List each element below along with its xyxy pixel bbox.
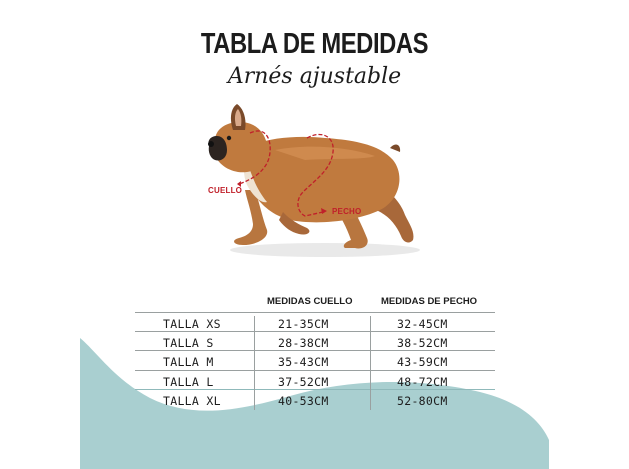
table-row <box>135 331 495 352</box>
neck-measure-label: CUELLO <box>208 186 243 195</box>
table-row <box>135 370 495 391</box>
chest-cell: 48-72CM <box>397 375 448 389</box>
neck-cell: 28-38CM <box>278 336 329 350</box>
chest-cell: 52-80CM <box>397 394 448 408</box>
size-cell: TALLA XL <box>163 394 221 408</box>
column-header-neck: MEDIDAS CUELLO <box>267 296 353 307</box>
chest-cell: 43-59CM <box>397 355 448 369</box>
size-cell: TALLA M <box>163 355 214 369</box>
page-title: TABLA DE MEDIDAS <box>200 28 429 60</box>
chest-cell: 32-45CM <box>397 317 448 331</box>
column-divider <box>370 316 371 410</box>
column-divider <box>254 316 255 410</box>
size-cell: TALLA S <box>163 336 214 350</box>
table-row <box>135 312 495 333</box>
neck-cell: 37-52CM <box>278 375 329 389</box>
table-row <box>135 350 495 371</box>
table-row <box>135 389 495 410</box>
column-header-chest: MEDIDAS DE PECHO <box>381 296 478 307</box>
page-subtitle: Arnés ajustable <box>227 64 402 89</box>
size-cell: TALLA XS <box>163 317 221 331</box>
chest-cell: 38-52CM <box>397 336 448 350</box>
neck-cell: 35-43CM <box>278 355 329 369</box>
size-cell: TALLA L <box>163 375 214 389</box>
chest-measure-label: PECHO <box>332 207 362 216</box>
french-bulldog-illustration <box>195 100 435 265</box>
neck-cell: 40-53CM <box>278 394 329 408</box>
neck-cell: 21-35CM <box>278 317 329 331</box>
